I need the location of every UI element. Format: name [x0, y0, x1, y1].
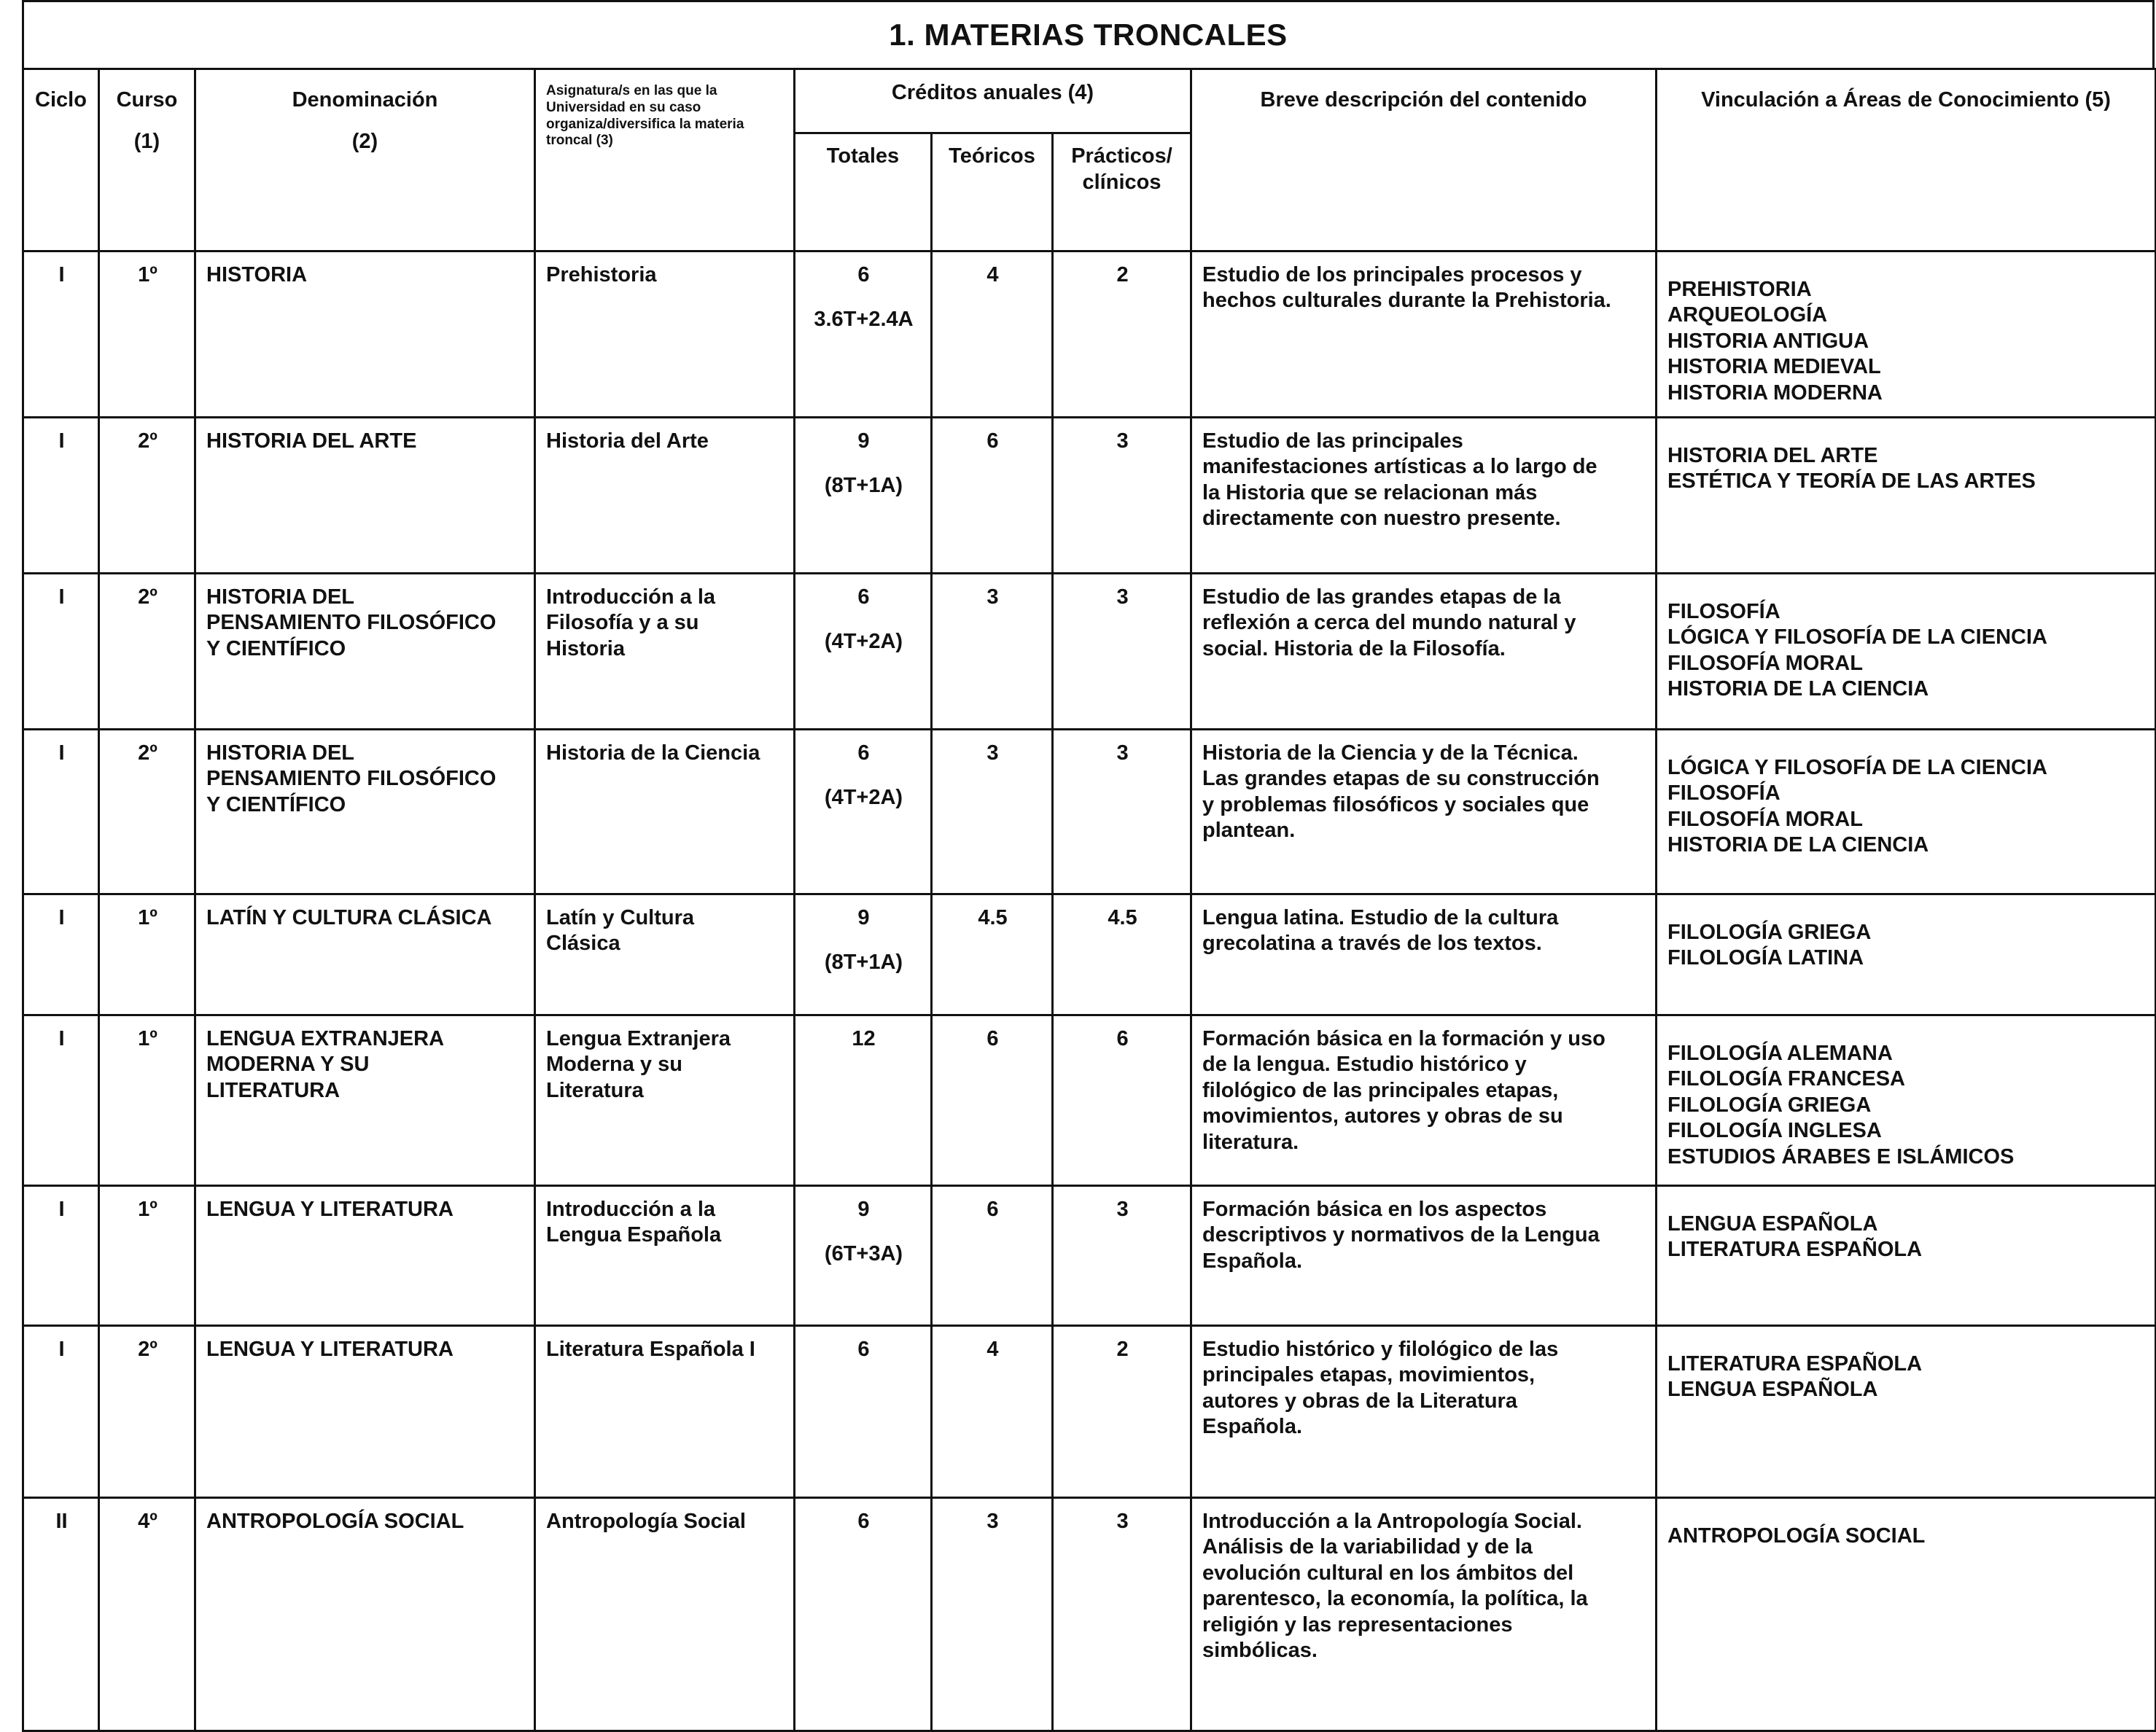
totales-value: 6	[857, 741, 870, 765]
totales-breakdown: 3.6T+2.4A	[814, 308, 914, 332]
practicos-cell: 3	[1053, 418, 1191, 574]
header-practicos: Prácticos/ clínicos	[1053, 133, 1191, 251]
denominacion-cell	[195, 894, 535, 1015]
descripcion-cell	[1191, 1498, 1657, 1731]
teoricos-cell: 4	[932, 1326, 1053, 1498]
descripcion-line: filológico de las principales etapas,	[1202, 1078, 1559, 1102]
descripcion-cell	[1191, 894, 1657, 1015]
areas-cell	[1657, 1186, 2156, 1326]
curso-cell: 2º	[99, 418, 195, 574]
descripcion-cell	[1191, 1326, 1657, 1498]
descripcion-cell	[1191, 251, 1657, 418]
table-row	[23, 418, 2156, 574]
totales-cell	[795, 1498, 932, 1731]
teoricos-cell: 3	[932, 730, 1053, 894]
areas-cell	[1657, 894, 2156, 1015]
descripcion-line: Estudio de las grandes etapas de la	[1202, 585, 1561, 609]
curso-cell: 2º	[99, 574, 195, 730]
descripcion-line: literatura.	[1202, 1130, 1299, 1154]
table-row	[23, 251, 2156, 418]
asignatura-line: Literatura Española I	[546, 1338, 755, 1361]
header-vinculacion: Vinculación a Áreas de Conocimiento (5)	[1657, 69, 2156, 251]
descripcion-line: Las grandes etapas de su construcción	[1202, 767, 1600, 791]
teoricos-cell: 4	[932, 251, 1053, 418]
area-line: LENGUA ESPAÑOLA	[1667, 1378, 1878, 1402]
document-page	[22, 0, 2155, 1732]
totales-cell	[795, 1186, 932, 1326]
denominacion-line: ANTROPOLOGÍA SOCIAL	[206, 1510, 464, 1533]
area-line: ESTÉTICA Y TEORÍA DE LAS ARTES	[1667, 469, 2036, 494]
ciclo-cell: I	[23, 574, 99, 730]
totales-cell	[795, 730, 932, 894]
practicos-cell: 3	[1053, 730, 1191, 894]
descripcion-line: reflexión a cerca del mundo natural y	[1202, 611, 1576, 635]
asignatura-cell	[535, 894, 795, 1015]
descripcion-line: principales etapas, movimientos,	[1202, 1363, 1536, 1387]
areas-cell	[1657, 1326, 2156, 1498]
denominacion-line: Y CIENTÍFICO	[206, 792, 346, 816]
area-line: PREHISTORIA	[1667, 278, 1812, 301]
denominacion-line: HISTORIA	[206, 263, 308, 286]
denominacion-cell	[195, 418, 535, 574]
descripcion-line: directamente con nuestro presente.	[1202, 507, 1561, 531]
area-line: HISTORIA MODERNA	[1667, 381, 1883, 405]
table-row	[23, 894, 2156, 1015]
curso-cell: 1º	[99, 251, 195, 418]
denominacion-line: LITERATURA	[206, 1078, 340, 1102]
descripcion-line: Análisis de la variabilidad y de la	[1202, 1535, 1533, 1559]
descripcion-line: grecolatina a través de los textos.	[1202, 932, 1542, 956]
totales-breakdown: (8T+1A)	[824, 474, 903, 498]
practicos-cell: 3	[1053, 1186, 1191, 1326]
totales-value: 6	[857, 1510, 870, 1533]
area-line: FILOLOGÍA GRIEGA	[1667, 921, 1872, 944]
area-line: FILOLOGÍA FRANCESA	[1667, 1067, 1905, 1091]
area-line: HISTORIA MEDIEVAL	[1667, 355, 1881, 379]
area-line: LITERATURA ESPAÑOLA	[1667, 1352, 1923, 1376]
asignatura-cell	[535, 730, 795, 894]
table-row	[23, 1326, 2156, 1498]
table-row	[23, 730, 2156, 894]
asignatura-line: Antropología Social	[546, 1510, 746, 1533]
asignatura-line: Introducción a la	[546, 1198, 716, 1221]
descripcion-line: de la lengua. Estudio histórico y	[1202, 1053, 1527, 1077]
ciclo-cell: I	[23, 1015, 99, 1186]
totales-value: 6	[857, 585, 870, 609]
totales-value: 12	[852, 1027, 876, 1050]
area-line: ARQUEOLOGÍA	[1667, 303, 1828, 327]
area-line: FILOSOFÍA	[1667, 781, 1781, 805]
asignatura-line: Moderna y su	[546, 1053, 682, 1077]
page-title: 1. MATERIAS TRONCALES	[22, 0, 2155, 68]
descripcion-line: la Historia que se relacionan más	[1202, 480, 1538, 504]
header-ciclo: Ciclo	[23, 69, 99, 251]
ciclo-cell: I	[23, 730, 99, 894]
asignatura-line: Lengua Española	[546, 1223, 722, 1247]
totales-cell	[795, 418, 932, 574]
descripcion-line: autores y obras de la Literatura	[1202, 1389, 1517, 1413]
area-line: LENGUA ESPAÑOLA	[1667, 1212, 1878, 1236]
header-totales: Totales	[795, 133, 932, 251]
denominacion-line: PENSAMIENTO FILOSÓFICO	[206, 611, 497, 635]
descripcion-cell	[1191, 1186, 1657, 1326]
area-line: HISTORIA DE LA CIENCIA	[1667, 833, 1929, 857]
ciclo-cell: I	[23, 251, 99, 418]
totales-breakdown: (8T+1A)	[824, 951, 903, 975]
table-body	[23, 251, 2156, 1731]
header-asignatura: Asignatura/s en las que la Universidad en su caso organiza/diversifica la materia troncal (3)	[535, 69, 795, 251]
denominacion-line: Y CIENTÍFICO	[206, 636, 346, 660]
descripcion-line: Lengua latina. Estudio de la cultura	[1202, 906, 1559, 929]
asignatura-cell	[535, 574, 795, 730]
asignatura-line: Introducción a la	[546, 585, 716, 609]
totales-value: 9	[857, 1198, 870, 1221]
denominacion-line: HISTORIA DEL	[206, 741, 355, 765]
curso-cell: 2º	[99, 1326, 195, 1498]
descripcion-line: Española.	[1202, 1249, 1303, 1273]
table-row	[23, 1498, 2156, 1731]
totales-breakdown: (4T+2A)	[824, 630, 903, 654]
asignatura-line: Latín y Cultura	[546, 906, 695, 929]
areas-cell	[1657, 574, 2156, 730]
area-line: ANTROPOLOGÍA SOCIAL	[1667, 1524, 1926, 1548]
areas-cell	[1657, 1498, 2156, 1731]
practicos-cell: 2	[1053, 251, 1191, 418]
practicos-cell: 3	[1053, 574, 1191, 730]
descripcion-line: y problemas filosóficos y sociales que	[1202, 792, 1589, 816]
area-line: FILOLOGÍA GRIEGA	[1667, 1093, 1872, 1117]
descripcion-line: plantean.	[1202, 819, 1296, 843]
asignatura-line: Historia	[546, 636, 625, 660]
header-curso-label: Curso	[116, 88, 178, 112]
area-line: FILOLOGÍA ALEMANA	[1667, 1042, 1893, 1065]
areas-cell	[1657, 251, 2156, 418]
practicos-cell: 4.5	[1053, 894, 1191, 1015]
denominacion-cell	[195, 730, 535, 894]
curso-cell: 4º	[99, 1498, 195, 1731]
ciclo-cell: II	[23, 1498, 99, 1731]
denominacion-cell	[195, 574, 535, 730]
teoricos-cell: 6	[932, 1186, 1053, 1326]
totales-cell	[795, 894, 932, 1015]
area-line: HISTORIA ANTIGUA	[1667, 329, 1869, 353]
denominacion-line: HISTORIA DEL ARTE	[206, 429, 417, 453]
practicos-cell: 2	[1053, 1326, 1191, 1498]
denominacion-cell	[195, 251, 535, 418]
denominacion-line: LATÍN Y CULTURA CLÁSICA	[206, 906, 492, 929]
areas-cell	[1657, 730, 2156, 894]
curso-cell: 1º	[99, 894, 195, 1015]
descripcion-line: parentesco, la economía, la política, la	[1202, 1587, 1588, 1611]
descripcion-line: evolución cultural en los ámbitos del	[1202, 1561, 1574, 1585]
asignatura-cell	[535, 1015, 795, 1186]
asignatura-cell	[535, 251, 795, 418]
curso-cell: 1º	[99, 1186, 195, 1326]
descripcion-line: Introducción a la Antropología Social.	[1202, 1510, 1582, 1533]
descripcion-line: Estudio de los principales procesos y	[1202, 263, 1582, 286]
descripcion-line: hechos culturales durante la Prehistoria.	[1202, 289, 1611, 313]
teoricos-cell: 3	[932, 574, 1053, 730]
descripcion-cell	[1191, 1015, 1657, 1186]
header-curso	[99, 69, 195, 251]
asignatura-cell	[535, 418, 795, 574]
area-line: ESTUDIOS ÁRABES E ISLÁMICOS	[1667, 1144, 2015, 1169]
denominacion-line: HISTORIA DEL	[206, 585, 355, 609]
descripcion-line: Formación básica en los aspectos	[1202, 1198, 1547, 1221]
totales-breakdown: (4T+2A)	[824, 786, 903, 810]
area-line: LÓGICA Y FILOSOFÍA DE LA CIENCIA	[1667, 756, 2047, 779]
descripcion-line: Historia de la Ciencia y de la Técnica.	[1202, 741, 1579, 765]
asignatura-cell	[535, 1186, 795, 1326]
area-line: HISTORIA DEL ARTE	[1667, 444, 1878, 467]
practicos-cell: 6	[1053, 1015, 1191, 1186]
table-row	[23, 1015, 2156, 1186]
denominacion-line: LENGUA Y LITERATURA	[206, 1338, 454, 1361]
asignatura-cell	[535, 1326, 795, 1498]
area-line: FILOLOGÍA INGLESA	[1667, 1119, 1882, 1143]
table-row	[23, 1186, 2156, 1326]
header-denominacion-num: (2)	[351, 129, 378, 153]
teoricos-cell: 6	[932, 1015, 1053, 1186]
asignatura-line: Prehistoria	[546, 263, 657, 286]
totales-cell	[795, 1326, 932, 1498]
area-line: FILOSOFÍA MORAL	[1667, 651, 1863, 675]
header-teoricos: Teóricos	[932, 133, 1053, 251]
header-curso-num: (1)	[133, 129, 160, 153]
denominacion-line: MODERNA Y SU	[206, 1053, 370, 1077]
ciclo-cell: I	[23, 894, 99, 1015]
descripcion-cell	[1191, 418, 1657, 574]
asignatura-line: Clásica	[546, 932, 620, 956]
area-line: LÓGICA Y FILOSOFÍA DE LA CIENCIA	[1667, 625, 2047, 650]
asignatura-line: Lengua Extranjera	[546, 1027, 731, 1050]
area-line: LITERATURA ESPAÑOLA	[1667, 1238, 1923, 1262]
areas-cell	[1657, 418, 2156, 574]
denominacion-cell	[195, 1186, 535, 1326]
denominacion-line: LENGUA EXTRANJERA	[206, 1027, 445, 1050]
descripcion-line: descriptivos y normativos de la Lengua	[1202, 1223, 1600, 1247]
teoricos-cell: 3	[932, 1498, 1053, 1731]
header-row	[23, 69, 2156, 133]
descripcion-line: simbólicas.	[1202, 1638, 1318, 1662]
denominacion-cell	[195, 1498, 535, 1731]
curso-cell: 2º	[99, 730, 195, 894]
totales-value: 9	[857, 429, 870, 453]
descripcion-line: Española.	[1202, 1415, 1303, 1439]
area-line: FILOSOFÍA MORAL	[1667, 807, 1863, 831]
descripcion-cell	[1191, 574, 1657, 730]
descripcion-line: Estudio histórico y filológico de las	[1202, 1338, 1559, 1361]
descripcion-cell	[1191, 730, 1657, 894]
header-creditos: Créditos anuales (4)	[795, 69, 1191, 133]
denominacion-cell	[195, 1326, 535, 1498]
area-line: FILOLOGÍA LATINA	[1667, 946, 1864, 970]
descripcion-line: manifestaciones artísticas a lo largo de	[1202, 455, 1597, 479]
totales-cell	[795, 574, 932, 730]
ciclo-cell: I	[23, 1186, 99, 1326]
descripcion-line: movimientos, autores y obras de su	[1202, 1104, 1563, 1128]
area-line: HISTORIA DE LA CIENCIA	[1667, 677, 1929, 701]
descripcion-line: Formación básica en la formación y uso	[1202, 1027, 1606, 1050]
teoricos-cell: 6	[932, 418, 1053, 574]
header-denominacion-label: Denominación	[292, 88, 438, 112]
descripcion-line: social. Historia de la Filosofía.	[1202, 636, 1506, 660]
descripcion-line: Estudio de las principales	[1202, 429, 1463, 453]
descripcion-line: religión y las representaciones	[1202, 1612, 1513, 1637]
asignatura-line: Literatura	[546, 1078, 644, 1102]
denominacion-line: LENGUA Y LITERATURA	[206, 1198, 454, 1221]
totales-cell	[795, 1015, 932, 1186]
teoricos-cell: 4.5	[932, 894, 1053, 1015]
curso-cell: 1º	[99, 1015, 195, 1186]
materias-troncales-table	[22, 68, 2156, 1732]
area-line: FILOSOFÍA	[1667, 600, 1781, 623]
areas-cell	[1657, 1015, 2156, 1186]
denominacion-cell	[195, 1015, 535, 1186]
asignatura-line: Historia de la Ciencia	[546, 741, 760, 765]
header-descripcion: Breve descripción del contenido	[1191, 69, 1657, 251]
table-row	[23, 574, 2156, 730]
ciclo-cell: I	[23, 418, 99, 574]
totales-value: 6	[857, 263, 870, 286]
totales-breakdown: (6T+3A)	[824, 1242, 903, 1266]
asignatura-line: Historia del Arte	[546, 429, 709, 453]
denominacion-line: PENSAMIENTO FILOSÓFICO	[206, 767, 497, 791]
ciclo-cell: I	[23, 1326, 99, 1498]
totales-value: 6	[857, 1338, 870, 1361]
practicos-cell: 3	[1053, 1498, 1191, 1731]
asignatura-cell	[535, 1498, 795, 1731]
totales-value: 9	[857, 906, 870, 929]
totales-cell	[795, 251, 932, 418]
asignatura-line: Filosofía y a su	[546, 611, 699, 635]
header-denominacion	[195, 69, 535, 251]
